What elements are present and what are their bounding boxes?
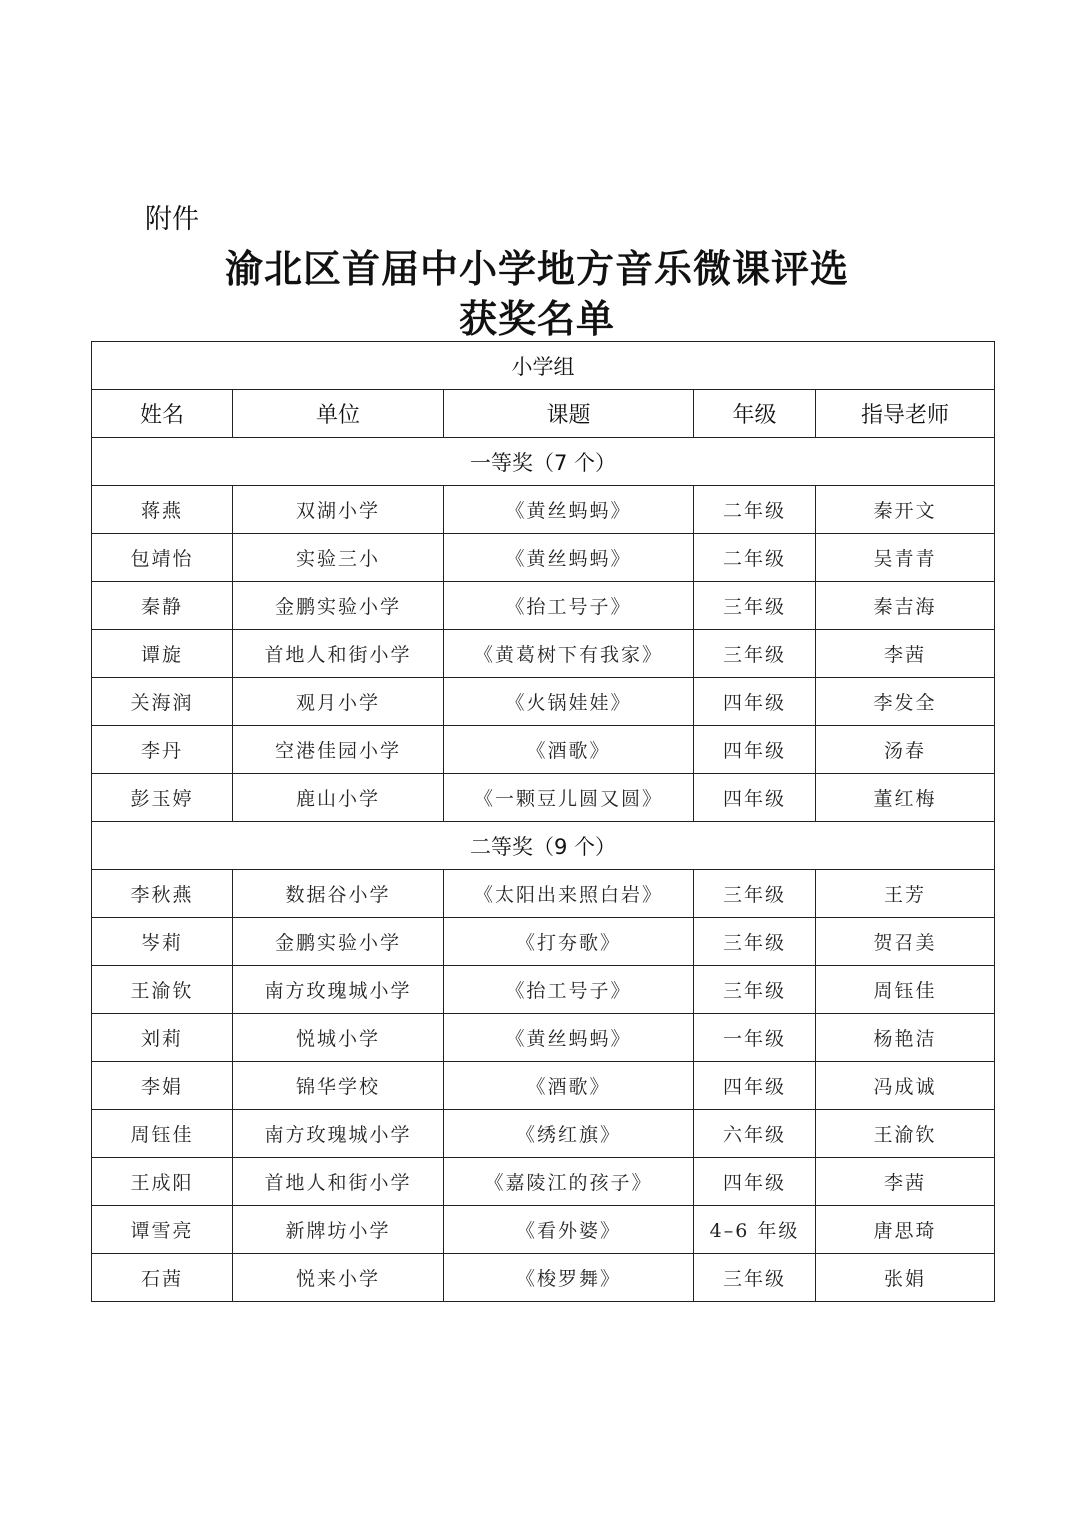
cell-grade: 一年级 [694, 1014, 816, 1062]
column-header-grade: 年级 [694, 390, 816, 438]
table-row [92, 774, 995, 822]
attachment-label: 附件 [145, 204, 199, 235]
table-row [92, 966, 995, 1014]
column-header-teacher: 指导老师 [816, 390, 995, 438]
cell-name: 蒋燕 [92, 486, 233, 534]
cell-topic: 《黄丝蚂蚂》 [444, 1014, 694, 1062]
cell-teacher: 王渝钦 [816, 1110, 995, 1158]
column-header-unit: 单位 [233, 390, 444, 438]
cell-topic: 《绣红旗》 [444, 1110, 694, 1158]
table-row [92, 678, 995, 726]
cell-unit: 悦城小学 [233, 1014, 444, 1062]
cell-teacher: 李茜 [816, 1158, 995, 1206]
cell-teacher: 吴青青 [816, 534, 995, 582]
cell-name: 周钰佳 [92, 1110, 233, 1158]
cell-teacher: 杨艳洁 [816, 1014, 995, 1062]
cell-grade: 三年级 [694, 918, 816, 966]
cell-unit: 鹿山小学 [233, 774, 444, 822]
table-row [92, 582, 995, 630]
cell-unit: 新牌坊小学 [233, 1206, 444, 1254]
award-section-row [92, 822, 995, 870]
cell-teacher: 李发全 [816, 678, 995, 726]
cell-unit: 双湖小学 [233, 486, 444, 534]
awards-table-body [92, 342, 995, 1302]
cell-name: 刘莉 [92, 1014, 233, 1062]
cell-grade: 4–6 年级 [694, 1206, 816, 1254]
cell-unit: 观月小学 [233, 678, 444, 726]
cell-teacher: 贺召美 [816, 918, 995, 966]
cell-name: 谭雪亮 [92, 1206, 233, 1254]
cell-topic: 《太阳出来照白岩》 [444, 870, 694, 918]
cell-topic: 《一颗豆儿圆又圆》 [444, 774, 694, 822]
cell-topic: 《火锅娃娃》 [444, 678, 694, 726]
table-row [92, 726, 995, 774]
group-label: 小学组 [92, 342, 995, 390]
table-row [92, 534, 995, 582]
cell-topic: 《黄丝蚂蚂》 [444, 486, 694, 534]
awards-table [91, 341, 995, 1302]
cell-name: 王成阳 [92, 1158, 233, 1206]
cell-grade: 三年级 [694, 1254, 816, 1302]
cell-teacher: 王芳 [816, 870, 995, 918]
cell-grade: 四年级 [694, 774, 816, 822]
cell-topic: 《嘉陵江的孩子》 [444, 1158, 694, 1206]
cell-teacher: 周钰佳 [816, 966, 995, 1014]
table-row [92, 870, 995, 918]
cell-name: 石茜 [92, 1254, 233, 1302]
cell-topic: 《打夯歌》 [444, 918, 694, 966]
cell-grade: 三年级 [694, 630, 816, 678]
award-section-label: 二等奖（9 个） [92, 822, 995, 870]
cell-topic: 《梭罗舞》 [444, 1254, 694, 1302]
column-header-topic: 课题 [444, 390, 694, 438]
cell-unit: 首地人和街小学 [233, 630, 444, 678]
award-section-label: 一等奖（7 个） [92, 438, 995, 486]
cell-topic: 《黄丝蚂蚂》 [444, 534, 694, 582]
cell-grade: 三年级 [694, 966, 816, 1014]
cell-grade: 四年级 [694, 1158, 816, 1206]
cell-name: 李秋燕 [92, 870, 233, 918]
cell-name: 谭旋 [92, 630, 233, 678]
cell-teacher: 汤春 [816, 726, 995, 774]
table-row [92, 1254, 995, 1302]
cell-grade: 四年级 [694, 678, 816, 726]
group-row [92, 342, 995, 390]
cell-topic: 《抬工号子》 [444, 582, 694, 630]
document-subtitle: 获奖名单 [458, 296, 615, 341]
cell-topic: 《黄葛树下有我家》 [444, 630, 694, 678]
cell-teacher: 冯成诚 [816, 1062, 995, 1110]
cell-name: 李娟 [92, 1062, 233, 1110]
cell-grade: 二年级 [694, 534, 816, 582]
cell-teacher: 董红梅 [816, 774, 995, 822]
cell-teacher: 张娟 [816, 1254, 995, 1302]
cell-grade: 三年级 [694, 582, 816, 630]
cell-grade: 四年级 [694, 1062, 816, 1110]
table-row [92, 1158, 995, 1206]
table-row [92, 1206, 995, 1254]
cell-unit: 悦来小学 [233, 1254, 444, 1302]
cell-topic: 《酒歌》 [444, 1062, 694, 1110]
cell-topic: 《酒歌》 [444, 726, 694, 774]
cell-unit: 金鹏实验小学 [233, 582, 444, 630]
table-row [92, 1062, 995, 1110]
cell-unit: 锦华学校 [233, 1062, 444, 1110]
table-row [92, 630, 995, 678]
cell-topic: 《看外婆》 [444, 1206, 694, 1254]
cell-grade: 三年级 [694, 870, 816, 918]
cell-grade: 六年级 [694, 1110, 816, 1158]
cell-topic: 《抬工号子》 [444, 966, 694, 1014]
cell-name: 包靖怡 [92, 534, 233, 582]
document-title: 渝北区首届中小学地方音乐微课评选 [224, 246, 849, 291]
cell-grade: 二年级 [694, 486, 816, 534]
cell-unit: 金鹏实验小学 [233, 918, 444, 966]
cell-unit: 南方玫瑰城小学 [233, 1110, 444, 1158]
cell-teacher: 李茜 [816, 630, 995, 678]
table-row [92, 1014, 995, 1062]
cell-name: 岑莉 [92, 918, 233, 966]
cell-teacher: 唐思琦 [816, 1206, 995, 1254]
award-section-row [92, 438, 995, 486]
cell-name: 彭玉婷 [92, 774, 233, 822]
cell-unit: 南方玫瑰城小学 [233, 966, 444, 1014]
cell-name: 王渝钦 [92, 966, 233, 1014]
table-row [92, 918, 995, 966]
cell-unit: 首地人和街小学 [233, 1158, 444, 1206]
column-header-name: 姓名 [92, 390, 233, 438]
cell-teacher: 秦开文 [816, 486, 995, 534]
table-row [92, 1110, 995, 1158]
cell-unit: 实验三小 [233, 534, 444, 582]
column-header-row [92, 390, 995, 438]
cell-name: 李丹 [92, 726, 233, 774]
cell-grade: 四年级 [694, 726, 816, 774]
cell-teacher: 秦吉海 [816, 582, 995, 630]
cell-unit: 数据谷小学 [233, 870, 444, 918]
cell-unit: 空港佳园小学 [233, 726, 444, 774]
table-row [92, 486, 995, 534]
cell-name: 关海润 [92, 678, 233, 726]
cell-name: 秦静 [92, 582, 233, 630]
